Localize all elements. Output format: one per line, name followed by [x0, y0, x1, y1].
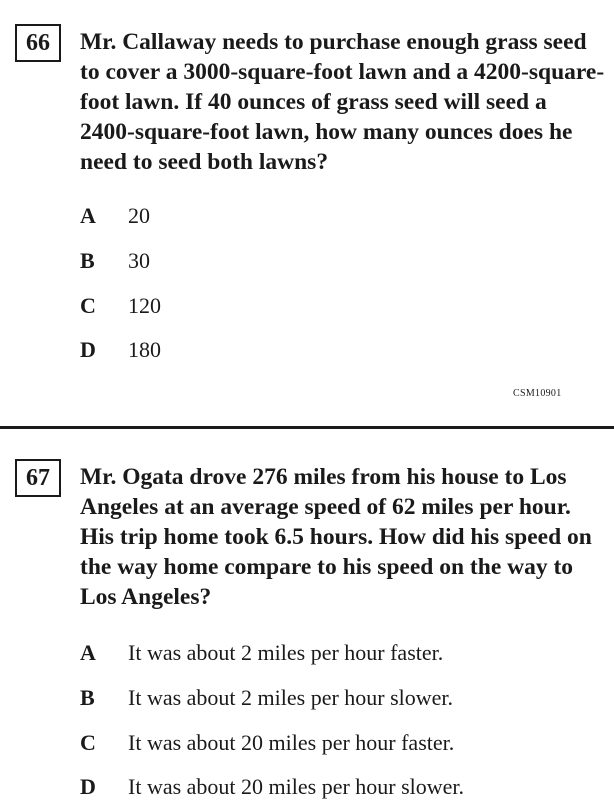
choice-letter: C: [80, 729, 96, 755]
answer-choice-d[interactable]: [80, 765, 464, 810]
question-number-box: 66: [15, 24, 61, 62]
choice-letter: D: [80, 774, 96, 800]
answer-choice-c[interactable]: [80, 720, 464, 765]
choice-letter: D: [80, 337, 96, 363]
question-stem: Mr. Ogata drove 276 miles from his house to Los Angeles at an average speed of 62 miles per hour. His trip home took 6.5 hours. How did his speed on the way home compare to his speed on the way to Los Angeles?: [80, 464, 592, 610]
choice-text: It was about 20 miles per hour faster.: [128, 729, 455, 755]
answer-choices: [80, 631, 464, 810]
choice-text: It was about 2 miles per hour faster.: [128, 640, 444, 666]
answer-choice-b[interactable]: [80, 676, 464, 721]
choice-text: 20: [128, 203, 150, 229]
choice-text: It was about 2 miles per hour slower.: [128, 685, 454, 711]
answer-choice-a[interactable]: [80, 194, 161, 239]
choice-text: 30: [128, 248, 150, 274]
answer-choice-a[interactable]: [80, 631, 464, 676]
choice-text: 180: [128, 337, 161, 363]
answer-choices: [80, 194, 161, 373]
choice-text: 120: [128, 292, 161, 318]
choice-letter: C: [80, 292, 96, 318]
answer-choice-d[interactable]: [80, 328, 161, 373]
choice-text: It was about 20 miles per hour slower.: [128, 774, 465, 800]
choice-letter: A: [80, 640, 96, 666]
answer-choice-c[interactable]: [80, 283, 161, 328]
item-code: CSM10901: [513, 388, 562, 399]
question-stem: Mr. Callaway needs to purchase enough grass seed to cover a 3000-square-foot lawn and a 4200-square-foot lawn. If 40 ounces of grass seed will seed a 2400-square-foot lawn, how many ounces does he need to seed both lawns?: [80, 29, 605, 175]
choice-letter: A: [80, 203, 96, 229]
choice-letter: B: [80, 248, 95, 274]
section-divider: [0, 426, 614, 429]
question-number-box: 67: [15, 459, 61, 497]
choice-letter: B: [80, 685, 95, 711]
answer-choice-b[interactable]: [80, 239, 161, 284]
